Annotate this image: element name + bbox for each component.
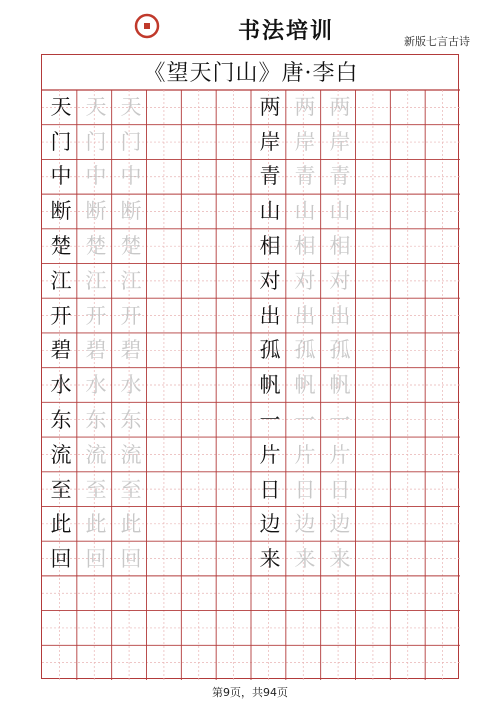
poem-line-1-trace-2 — [115, 90, 147, 577]
model-character: 出 — [259, 303, 281, 328]
trace-character: 对 — [329, 268, 351, 293]
trace-character: 水 — [85, 373, 107, 398]
model-character: 来 — [259, 547, 281, 572]
trace-character: 岸 — [329, 129, 351, 154]
trace-character: 相 — [294, 234, 316, 259]
trace-character: 至 — [85, 477, 107, 502]
trace-character: 边 — [294, 512, 316, 537]
trace-character: 开 — [85, 303, 107, 328]
trace-character: 天 — [85, 94, 107, 119]
model-character: 对 — [259, 268, 281, 293]
model-character: 楚 — [50, 234, 72, 259]
trace-character: 回 — [120, 547, 142, 572]
model-character: 回 — [50, 547, 72, 572]
poem-line-2-trace-2 — [324, 90, 356, 577]
model-character: 天 — [50, 94, 72, 119]
trace-character: 楚 — [85, 234, 107, 259]
trace-character: 日 — [294, 477, 316, 502]
trace-character: 出 — [294, 303, 316, 328]
practice-sheet — [41, 54, 459, 679]
trace-character: 碧 — [85, 338, 107, 363]
trace-character: 此 — [120, 512, 142, 537]
model-character: 此 — [50, 512, 72, 537]
trace-character: 出 — [329, 303, 351, 328]
trace-character: 流 — [85, 442, 107, 467]
trace-character: 片 — [294, 442, 316, 467]
poem-line-2-model — [254, 90, 286, 577]
model-character: 孤 — [259, 338, 281, 363]
trace-character: 江 — [85, 268, 107, 293]
model-character: 江 — [50, 268, 72, 293]
trace-character: 一 — [294, 408, 316, 433]
model-character: 岸 — [259, 129, 281, 154]
trace-character: 回 — [85, 547, 107, 572]
trace-character: 两 — [329, 94, 351, 119]
trace-character: 中 — [85, 164, 107, 189]
model-character: 帆 — [259, 373, 281, 398]
model-character: 东 — [50, 408, 72, 433]
model-character: 断 — [50, 199, 72, 224]
trace-character: 一 — [329, 408, 351, 433]
model-character: 流 — [50, 442, 72, 467]
trace-character: 门 — [85, 129, 107, 154]
model-character: 两 — [259, 94, 281, 119]
trace-character: 岸 — [294, 129, 316, 154]
trace-character: 门 — [120, 129, 142, 154]
model-character: 一 — [259, 408, 281, 433]
trace-character: 至 — [120, 477, 142, 502]
trace-character: 片 — [329, 442, 351, 467]
trace-character: 青 — [329, 164, 351, 189]
trace-character: 中 — [120, 164, 142, 189]
trace-character: 此 — [85, 512, 107, 537]
model-character: 日 — [259, 477, 281, 502]
trace-character: 对 — [294, 268, 316, 293]
trace-character: 江 — [120, 268, 142, 293]
brand-logo-icon — [134, 13, 160, 39]
trace-character: 山 — [329, 199, 351, 224]
trace-character: 日 — [329, 477, 351, 502]
trace-character: 孤 — [329, 338, 351, 363]
trace-character: 边 — [329, 512, 351, 537]
trace-character: 水 — [120, 373, 142, 398]
trace-character: 开 — [120, 303, 142, 328]
page-title: 书法培训 — [238, 19, 335, 44]
trace-character: 两 — [294, 94, 316, 119]
model-character: 青 — [259, 164, 281, 189]
poem-line-1-trace-1 — [80, 90, 112, 577]
trace-character: 断 — [85, 199, 107, 224]
model-character: 水 — [50, 373, 72, 398]
model-character: 中 — [50, 164, 72, 189]
trace-character: 相 — [329, 234, 351, 259]
trace-character: 山 — [294, 199, 316, 224]
trace-character: 东 — [85, 408, 107, 433]
trace-character: 天 — [120, 94, 142, 119]
trace-character: 孤 — [294, 338, 316, 363]
trace-character: 楚 — [120, 234, 142, 259]
model-character: 开 — [50, 303, 72, 328]
poem-title: 《望天门山》唐·李白 — [143, 61, 359, 86]
poem-line-1-model — [45, 90, 77, 577]
trace-character: 碧 — [120, 338, 142, 363]
model-character: 相 — [259, 234, 281, 259]
model-character: 片 — [259, 442, 281, 467]
model-character: 至 — [50, 477, 72, 502]
trace-character: 来 — [329, 547, 351, 572]
trace-character: 东 — [120, 408, 142, 433]
model-character: 碧 — [50, 338, 72, 363]
trace-character: 流 — [120, 442, 142, 467]
page-subtitle: 新版七言古诗 — [404, 35, 470, 48]
model-character: 边 — [259, 512, 281, 537]
trace-character: 帆 — [329, 373, 351, 398]
trace-character: 断 — [120, 199, 142, 224]
trace-character: 来 — [294, 547, 316, 572]
model-character: 山 — [259, 199, 281, 224]
poem-line-2-trace-1 — [289, 90, 321, 577]
trace-character: 帆 — [294, 373, 316, 398]
trace-character: 青 — [294, 164, 316, 189]
page-number: 第9页，共94页 — [212, 686, 288, 699]
model-character: 门 — [50, 129, 72, 154]
